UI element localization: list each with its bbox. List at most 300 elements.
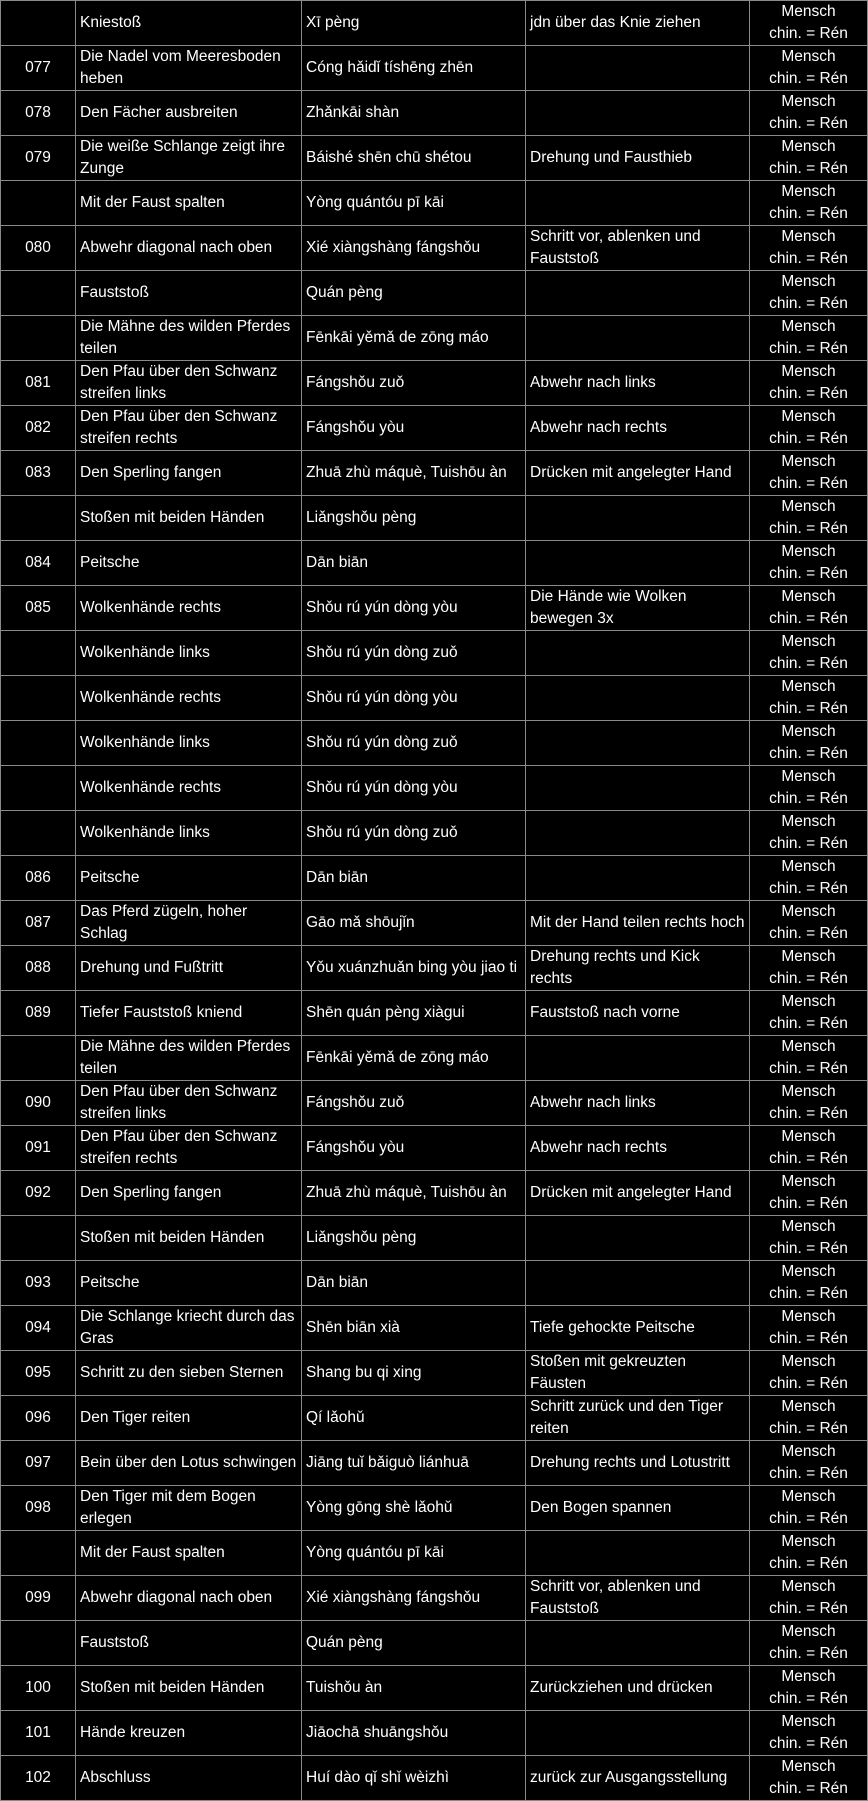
note-line-chinese: chin. = Rén: [769, 1465, 848, 1482]
table-row: [1, 586, 868, 631]
cell-note: [750, 1171, 868, 1216]
table-row: [1, 406, 868, 451]
note-line-chinese: chin. = Rén: [769, 70, 848, 87]
cell-form-number: [1, 631, 76, 676]
note-line-term: Mensch: [781, 1083, 836, 1100]
cell-pinyin-name: Shǒu rú yún dòng yòu: [302, 676, 526, 721]
table-row: [1, 676, 868, 721]
cell-form-number: 084: [1, 541, 76, 586]
cell-description: Die Hände wie Wolken bewegen 3x: [526, 586, 750, 631]
cell-description: [526, 631, 750, 676]
table-row: [1, 1756, 868, 1801]
cell-description: Drehung rechts und Kick rechts: [526, 946, 750, 991]
note-line-term: Mensch: [781, 1263, 836, 1280]
cell-form-number: 077: [1, 46, 76, 91]
cell-description: [526, 676, 750, 721]
cell-form-number: 089: [1, 991, 76, 1036]
table-row: [1, 1531, 868, 1576]
note-line-term: Mensch: [781, 723, 836, 740]
cell-german-name: Die Mähne des wilden Pferdes teilen: [76, 316, 302, 361]
table-row: [1, 361, 868, 406]
note-line-chinese: chin. = Rén: [769, 1285, 848, 1302]
cell-pinyin-name: Fángshǒu yòu: [302, 406, 526, 451]
cell-note: [750, 91, 868, 136]
note-line-term: Mensch: [781, 498, 836, 515]
cell-pinyin-name: Fángshǒu yòu: [302, 1126, 526, 1171]
cell-description: Schritt vor, ablenken und Fauststoß: [526, 1576, 750, 1621]
cell-german-name: Abwehr diagonal nach oben: [76, 1576, 302, 1621]
table-row: [1, 946, 868, 991]
note-line-chinese: chin. = Rén: [769, 1150, 848, 1167]
table-row: [1, 766, 868, 811]
cell-pinyin-name: Fángshǒu zuǒ: [302, 361, 526, 406]
cell-pinyin-name: Huí dào qǐ shǐ wèizhì: [302, 1756, 526, 1801]
note-line-chinese: chin. = Rén: [769, 1555, 848, 1572]
cell-german-name: Den Pfau über den Schwanz streifen links: [76, 1081, 302, 1126]
cell-form-number: [1, 766, 76, 811]
note-line-term: Mensch: [781, 543, 836, 560]
cell-description: Tiefe gehockte Peitsche: [526, 1306, 750, 1351]
cell-form-number: 102: [1, 1756, 76, 1801]
cell-pinyin-name: Shǒu rú yún dòng yòu: [302, 766, 526, 811]
note-line-chinese: chin. = Rén: [769, 565, 848, 582]
table-row: [1, 811, 868, 856]
note-line-chinese: chin. = Rén: [769, 115, 848, 132]
cell-description: Abwehr nach links: [526, 361, 750, 406]
note-line-term: Mensch: [781, 1758, 836, 1775]
cell-note: [750, 946, 868, 991]
cell-note: [750, 406, 868, 451]
cell-german-name: Das Pferd zügeln, hoher Schlag: [76, 901, 302, 946]
cell-pinyin-name: Shēn quán pèng xiàgui: [302, 991, 526, 1036]
cell-form-number: 086: [1, 856, 76, 901]
cell-note: [750, 901, 868, 946]
cell-pinyin-name: Quán pèng: [302, 271, 526, 316]
cell-pinyin-name: Shǒu rú yún dòng yòu: [302, 586, 526, 631]
table-row: [1, 721, 868, 766]
cell-note: [750, 721, 868, 766]
cell-german-name: Die Mähne des wilden Pferdes teilen: [76, 1036, 302, 1081]
table-row: [1, 46, 868, 91]
table-row: [1, 271, 868, 316]
cell-note: [750, 1756, 868, 1801]
cell-german-name: Wolkenhände rechts: [76, 586, 302, 631]
cell-pinyin-name: Shǒu rú yún dòng zuǒ: [302, 811, 526, 856]
cell-german-name: Den Sperling fangen: [76, 451, 302, 496]
table-body: [1, 1, 868, 1801]
cell-note: [750, 1306, 868, 1351]
cell-german-name: Abwehr diagonal nach oben: [76, 226, 302, 271]
cell-description: Drehung rechts und Lotustritt: [526, 1441, 750, 1486]
cell-note: [750, 181, 868, 226]
cell-note: [750, 1036, 868, 1081]
cell-description: jdn über das Knie ziehen: [526, 1, 750, 46]
note-line-term: Mensch: [781, 1578, 836, 1595]
table-row: [1, 91, 868, 136]
table-row: [1, 181, 868, 226]
table-row: [1, 991, 868, 1036]
note-line-chinese: chin. = Rén: [769, 745, 848, 762]
note-line-term: Mensch: [781, 453, 836, 470]
cell-german-name: Stoßen mit beiden Händen: [76, 1216, 302, 1261]
cell-german-name: Mit der Faust spalten: [76, 1531, 302, 1576]
cell-note: [750, 1, 868, 46]
cell-form-number: [1, 1216, 76, 1261]
note-line-chinese: chin. = Rén: [769, 1195, 848, 1212]
cell-form-number: 080: [1, 226, 76, 271]
cell-form-number: 100: [1, 1666, 76, 1711]
table-row: [1, 901, 868, 946]
cell-german-name: Den Tiger mit dem Bogen erlegen: [76, 1486, 302, 1531]
cell-form-number: [1, 271, 76, 316]
cell-form-number: 095: [1, 1351, 76, 1396]
cell-note: [750, 271, 868, 316]
cell-german-name: Den Sperling fangen: [76, 1171, 302, 1216]
cell-note: [750, 1711, 868, 1756]
cell-pinyin-name: Shǒu rú yún dòng zuǒ: [302, 721, 526, 766]
note-line-chinese: chin. = Rén: [769, 1330, 848, 1347]
cell-note: [750, 46, 868, 91]
cell-pinyin-name: Fángshǒu zuǒ: [302, 1081, 526, 1126]
table-row: [1, 1261, 868, 1306]
note-line-term: Mensch: [781, 858, 836, 875]
cell-note: [750, 1126, 868, 1171]
note-line-chinese: chin. = Rén: [769, 1510, 848, 1527]
cell-note: [750, 1081, 868, 1126]
note-line-chinese: chin. = Rén: [769, 1780, 848, 1797]
cell-form-number: [1, 1621, 76, 1666]
note-line-term: Mensch: [781, 138, 836, 155]
note-line-chinese: chin. = Rén: [769, 610, 848, 627]
cell-note: [750, 811, 868, 856]
cell-description: Den Bogen spannen: [526, 1486, 750, 1531]
cell-description: Abwehr nach rechts: [526, 406, 750, 451]
table-row: [1, 136, 868, 181]
cell-pinyin-name: Báishé shēn chū shétou: [302, 136, 526, 181]
note-line-chinese: chin. = Rén: [769, 430, 848, 447]
cell-form-number: [1, 316, 76, 361]
note-line-chinese: chin. = Rén: [769, 1420, 848, 1437]
cell-form-number: [1, 811, 76, 856]
cell-description: [526, 271, 750, 316]
cell-form-number: 099: [1, 1576, 76, 1621]
note-line-term: Mensch: [781, 903, 836, 920]
table-row: [1, 1171, 868, 1216]
cell-german-name: Den Pfau über den Schwanz streifen rechts: [76, 406, 302, 451]
cell-pinyin-name: Dān biān: [302, 541, 526, 586]
note-line-term: Mensch: [781, 948, 836, 965]
note-line-chinese: chin. = Rén: [769, 385, 848, 402]
note-line-chinese: chin. = Rén: [769, 925, 848, 942]
cell-german-name: Die weiße Schlange zeigt ihre Zunge: [76, 136, 302, 181]
table-row: [1, 1081, 868, 1126]
cell-description: Drehung und Fausthieb: [526, 136, 750, 181]
cell-german-name: Wolkenhände links: [76, 721, 302, 766]
cell-form-number: [1, 181, 76, 226]
note-line-term: Mensch: [781, 1488, 836, 1505]
cell-german-name: Die Nadel vom Meeresboden heben: [76, 46, 302, 91]
cell-pinyin-name: Fēnkāi yěmǎ de zōng máo: [302, 316, 526, 361]
cell-description: [526, 1036, 750, 1081]
cell-description: Drücken mit angelegter Hand: [526, 451, 750, 496]
cell-german-name: Peitsche: [76, 856, 302, 901]
table-row: [1, 1441, 868, 1486]
cell-description: [526, 1216, 750, 1261]
note-line-chinese: chin. = Rén: [769, 205, 848, 222]
note-line-term: Mensch: [781, 1218, 836, 1235]
cell-description: [526, 91, 750, 136]
note-line-chinese: chin. = Rén: [769, 1690, 848, 1707]
cell-note: [750, 586, 868, 631]
cell-pinyin-name: Zhuā zhù máquè, Tuishōu àn: [302, 451, 526, 496]
note-line-chinese: chin. = Rén: [769, 700, 848, 717]
note-line-term: Mensch: [781, 1398, 836, 1415]
cell-description: Abwehr nach rechts: [526, 1126, 750, 1171]
cell-pinyin-name: Xié xiàngshàng fángshǒu: [302, 226, 526, 271]
cell-german-name: Fauststoß: [76, 1621, 302, 1666]
cell-pinyin-name: Quán pèng: [302, 1621, 526, 1666]
table-row: [1, 1351, 868, 1396]
cell-pinyin-name: Xié xiàngshàng fángshǒu: [302, 1576, 526, 1621]
table-row: [1, 856, 868, 901]
cell-pinyin-name: Yǒu xuánzhuǎn bing yòu jiao ti: [302, 946, 526, 991]
note-line-chinese: chin. = Rén: [769, 520, 848, 537]
table-row: [1, 226, 868, 271]
cell-pinyin-name: Shang bu qi xing: [302, 1351, 526, 1396]
note-line-term: Mensch: [781, 1533, 836, 1550]
cell-pinyin-name: Yòng gōng shè lǎohǔ: [302, 1486, 526, 1531]
note-line-term: Mensch: [781, 183, 836, 200]
cell-form-number: 101: [1, 1711, 76, 1756]
cell-note: [750, 676, 868, 721]
cell-german-name: Mit der Faust spalten: [76, 181, 302, 226]
note-line-chinese: chin. = Rén: [769, 880, 848, 897]
note-line-chinese: chin. = Rén: [769, 1735, 848, 1752]
cell-form-number: 092: [1, 1171, 76, 1216]
note-line-term: Mensch: [781, 1038, 836, 1055]
cell-pinyin-name: Qí lǎohǔ: [302, 1396, 526, 1441]
cell-description: [526, 856, 750, 901]
cell-form-number: 091: [1, 1126, 76, 1171]
cell-description: [526, 1711, 750, 1756]
cell-note: [750, 766, 868, 811]
cell-description: Abwehr nach links: [526, 1081, 750, 1126]
cell-form-number: 087: [1, 901, 76, 946]
cell-german-name: Den Pfau über den Schwanz streifen links: [76, 361, 302, 406]
cell-form-number: [1, 1531, 76, 1576]
cell-description: [526, 181, 750, 226]
cell-note: [750, 316, 868, 361]
table-row: [1, 1486, 868, 1531]
cell-form-number: 088: [1, 946, 76, 991]
note-line-term: Mensch: [781, 363, 836, 380]
cell-pinyin-name: Yòng quántóu pī kāi: [302, 1531, 526, 1576]
cell-pinyin-name: Cóng hǎidǐ tíshēng zhēn: [302, 46, 526, 91]
note-line-chinese: chin. = Rén: [769, 1060, 848, 1077]
note-line-term: Mensch: [781, 813, 836, 830]
table-row: [1, 316, 868, 361]
cell-description: Fauststoß nach vorne: [526, 991, 750, 1036]
note-line-term: Mensch: [781, 993, 836, 1010]
note-line-term: Mensch: [781, 1128, 836, 1145]
note-line-chinese: chin. = Rén: [769, 1375, 848, 1392]
cell-form-number: 094: [1, 1306, 76, 1351]
table-row: [1, 451, 868, 496]
cell-german-name: Den Tiger reiten: [76, 1396, 302, 1441]
cell-german-name: Peitsche: [76, 541, 302, 586]
cell-description: Drücken mit angelegter Hand: [526, 1171, 750, 1216]
table-row: [1, 1621, 868, 1666]
cell-form-number: 097: [1, 1441, 76, 1486]
cell-description: [526, 766, 750, 811]
cell-pinyin-name: Fēnkāi yěmǎ de zōng máo: [302, 1036, 526, 1081]
cell-note: [750, 1396, 868, 1441]
note-line-term: Mensch: [781, 1173, 836, 1190]
cell-pinyin-name: Zhǎnkāi shàn: [302, 91, 526, 136]
note-line-term: Mensch: [781, 1713, 836, 1730]
cell-pinyin-name: Liǎngshǒu pèng: [302, 496, 526, 541]
cell-german-name: Die Schlange kriecht durch das Gras: [76, 1306, 302, 1351]
cell-form-number: 090: [1, 1081, 76, 1126]
cell-note: [750, 361, 868, 406]
note-line-chinese: chin. = Rén: [769, 160, 848, 177]
cell-german-name: Hände kreuzen: [76, 1711, 302, 1756]
cell-german-name: Den Pfau über den Schwanz streifen rechts: [76, 1126, 302, 1171]
cell-description: Schritt zurück und den Tiger reiten: [526, 1396, 750, 1441]
cell-description: [526, 496, 750, 541]
cell-description: [526, 316, 750, 361]
cell-pinyin-name: Liǎngshǒu pèng: [302, 1216, 526, 1261]
cell-german-name: Schritt zu den sieben Sternen: [76, 1351, 302, 1396]
cell-note: [750, 451, 868, 496]
note-line-term: Mensch: [781, 93, 836, 110]
note-line-chinese: chin. = Rén: [769, 25, 848, 42]
table-row: [1, 1666, 868, 1711]
cell-form-number: 082: [1, 406, 76, 451]
cell-form-number: 079: [1, 136, 76, 181]
table-row: [1, 1036, 868, 1081]
note-line-term: Mensch: [781, 273, 836, 290]
note-line-chinese: chin. = Rén: [769, 295, 848, 312]
cell-description: [526, 1531, 750, 1576]
cell-form-number: 078: [1, 91, 76, 136]
cell-note: [750, 136, 868, 181]
cell-description: [526, 46, 750, 91]
cell-form-number: 083: [1, 451, 76, 496]
cell-description: [526, 541, 750, 586]
cell-pinyin-name: Xī pèng: [302, 1, 526, 46]
cell-pinyin-name: Yòng quántóu pī kāi: [302, 181, 526, 226]
cell-german-name: Peitsche: [76, 1261, 302, 1306]
table-row: [1, 1, 868, 46]
cell-note: [750, 1261, 868, 1306]
cell-note: [750, 856, 868, 901]
cell-note: [750, 226, 868, 271]
cell-description: [526, 1621, 750, 1666]
cell-description: [526, 1261, 750, 1306]
cell-note: [750, 1441, 868, 1486]
table-row: [1, 1711, 868, 1756]
cell-form-number: [1, 496, 76, 541]
cell-pinyin-name: Jiāng tuǐ bǎiguò liánhuā: [302, 1441, 526, 1486]
note-line-chinese: chin. = Rén: [769, 790, 848, 807]
cell-note: [750, 541, 868, 586]
cell-pinyin-name: Shēn biān xià: [302, 1306, 526, 1351]
note-line-term: Mensch: [781, 1353, 836, 1370]
note-line-chinese: chin. = Rén: [769, 250, 848, 267]
note-line-term: Mensch: [781, 588, 836, 605]
cell-pinyin-name: Shǒu rú yún dòng zuǒ: [302, 631, 526, 676]
note-line-chinese: chin. = Rén: [769, 1600, 848, 1617]
cell-pinyin-name: Zhuā zhù máquè, Tuishōu àn: [302, 1171, 526, 1216]
cell-note: [750, 1351, 868, 1396]
cell-note: [750, 631, 868, 676]
note-line-term: Mensch: [781, 408, 836, 425]
cell-form-number: 098: [1, 1486, 76, 1531]
note-line-term: Mensch: [781, 1623, 836, 1640]
cell-pinyin-name: Dān biān: [302, 1261, 526, 1306]
cell-description: [526, 811, 750, 856]
note-line-term: Mensch: [781, 1443, 836, 1460]
cell-note: [750, 1216, 868, 1261]
cell-pinyin-name: Dān biān: [302, 856, 526, 901]
note-line-term: Mensch: [781, 3, 836, 20]
table-row: [1, 1576, 868, 1621]
table-row: [1, 1306, 868, 1351]
cell-form-number: [1, 1, 76, 46]
note-line-chinese: chin. = Rén: [769, 1105, 848, 1122]
note-line-term: Mensch: [781, 678, 836, 695]
table-row: [1, 1216, 868, 1261]
note-line-chinese: chin. = Rén: [769, 655, 848, 672]
cell-note: [750, 1486, 868, 1531]
table-row: [1, 541, 868, 586]
cell-note: [750, 1531, 868, 1576]
cell-german-name: Drehung und Fußtritt: [76, 946, 302, 991]
note-line-chinese: chin. = Rén: [769, 1645, 848, 1662]
cell-note: [750, 991, 868, 1036]
note-line-chinese: chin. = Rén: [769, 1015, 848, 1032]
note-line-term: Mensch: [781, 318, 836, 335]
cell-pinyin-name: Jiāochā shuāngshǒu: [302, 1711, 526, 1756]
note-line-chinese: chin. = Rén: [769, 970, 848, 987]
note-line-term: Mensch: [781, 228, 836, 245]
note-line-term: Mensch: [781, 48, 836, 65]
cell-pinyin-name: Gāo mǎ shōujǐn: [302, 901, 526, 946]
cell-german-name: Abschluss: [76, 1756, 302, 1801]
cell-note: [750, 1666, 868, 1711]
table-row: [1, 496, 868, 541]
cell-german-name: Stoßen mit beiden Händen: [76, 496, 302, 541]
cell-note: [750, 1576, 868, 1621]
note-line-term: Mensch: [781, 1668, 836, 1685]
cell-form-number: 085: [1, 586, 76, 631]
cell-german-name: Wolkenhände links: [76, 631, 302, 676]
cell-note: [750, 496, 868, 541]
cell-german-name: Fauststoß: [76, 271, 302, 316]
cell-german-name: Den Fächer ausbreiten: [76, 91, 302, 136]
cell-form-number: 081: [1, 361, 76, 406]
cell-description: zurück zur Ausgangsstellung: [526, 1756, 750, 1801]
note-line-chinese: chin. = Rén: [769, 475, 848, 492]
table-row: [1, 1396, 868, 1441]
table-row: [1, 1126, 868, 1171]
note-line-chinese: chin. = Rén: [769, 340, 848, 357]
note-line-term: Mensch: [781, 768, 836, 785]
cell-form-number: 093: [1, 1261, 76, 1306]
cell-pinyin-name: Tuishǒu àn: [302, 1666, 526, 1711]
cell-form-number: [1, 721, 76, 766]
